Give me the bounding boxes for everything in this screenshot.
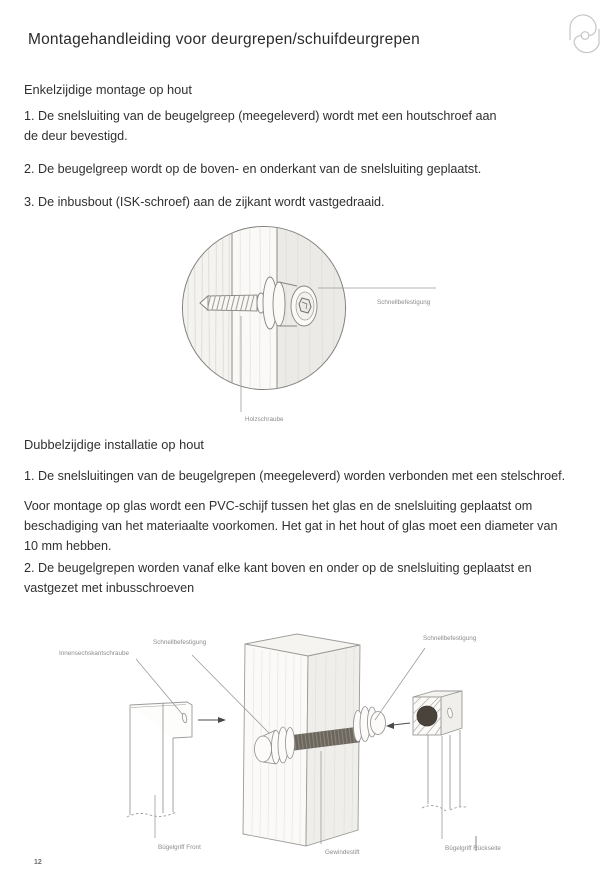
- label-threaded-pin: Gewindestift: [325, 849, 360, 856]
- section2-heading: Dubbelzijdige installatie op hout: [24, 437, 204, 452]
- section1-step3: [24, 192, 385, 212]
- assembly-arrow-right: [198, 717, 226, 723]
- figure-double-sided-mounting: [24, 623, 588, 867]
- handle-back-drawing: [413, 691, 466, 811]
- label-quick-fastener-left: Schnellbefestigung: [153, 639, 207, 646]
- text-line: vastgezet met inbusschroeven: [24, 581, 195, 595]
- section1-step1: [24, 106, 497, 146]
- text-line: de deur bevestigd.: [24, 129, 128, 143]
- text-line: beschadiging van het materiaalte voorkomen. Het gat in het hout of glas moet een diameter van: [24, 519, 558, 533]
- label-hex-socket-screw: Innensechskantschraube: [59, 650, 130, 657]
- label-handle-back: Bügelgriff Rückseite: [445, 845, 501, 852]
- page-title: Montagehandleiding voor deurgrepen/schuifdeurgrepen: [28, 31, 420, 48]
- label-quick-fastener-right: Schnellbefestigung: [423, 635, 477, 642]
- section1-step2: [24, 159, 481, 179]
- label-wood-screw: Holzschraube: [245, 416, 284, 423]
- figure-single-sided-mounting: [150, 216, 450, 428]
- text-line: 3. De inbusbout (ISK-schroef) aan de zijkant wordt vastgedraaid.: [24, 195, 385, 209]
- section1-heading: Enkelzijdige montage op hout: [24, 82, 192, 97]
- handle-front-drawing: [127, 702, 192, 817]
- section2-para2: [24, 496, 557, 556]
- wood-screw-drawing: [200, 295, 257, 311]
- text-line: 2. De beugelgrepen worden vanaf elke kant boven en onder op de snelsluiting geplaatst en: [24, 561, 532, 575]
- text-line: 2. De beugelgreep wordt op de boven- en onderkant van de snelsluiting geplaatst.: [24, 162, 482, 176]
- assembly-arrow-left: [386, 723, 410, 730]
- label-handle-front: Bügelgriff Front: [158, 844, 201, 851]
- section2-para1: [24, 466, 565, 486]
- text-line: 1. De snelsluitingen van de beugelgrepen (meegeleverd) worden verbonden met een stelschroef.: [24, 469, 566, 483]
- section2-para3: [24, 558, 532, 598]
- page-number: 12: [34, 859, 42, 866]
- text-line: 1. De snelsluiting van de beugelgreep (meegeleverd) wordt met een houtschroef aan: [24, 109, 497, 123]
- threaded-rod-drawing: [287, 735, 359, 744]
- label-quick-fastener: Schnellbefestigung: [377, 299, 431, 306]
- text-line: 10 mm hebben.: [24, 539, 112, 553]
- brand-logo-icon: [560, 6, 604, 58]
- fastener-hole-dark-circle: [417, 706, 437, 726]
- text-line: Voor montage op glas wordt een PVC-schijf tussen het glas en de snelsluiting geplaatst om: [24, 499, 533, 513]
